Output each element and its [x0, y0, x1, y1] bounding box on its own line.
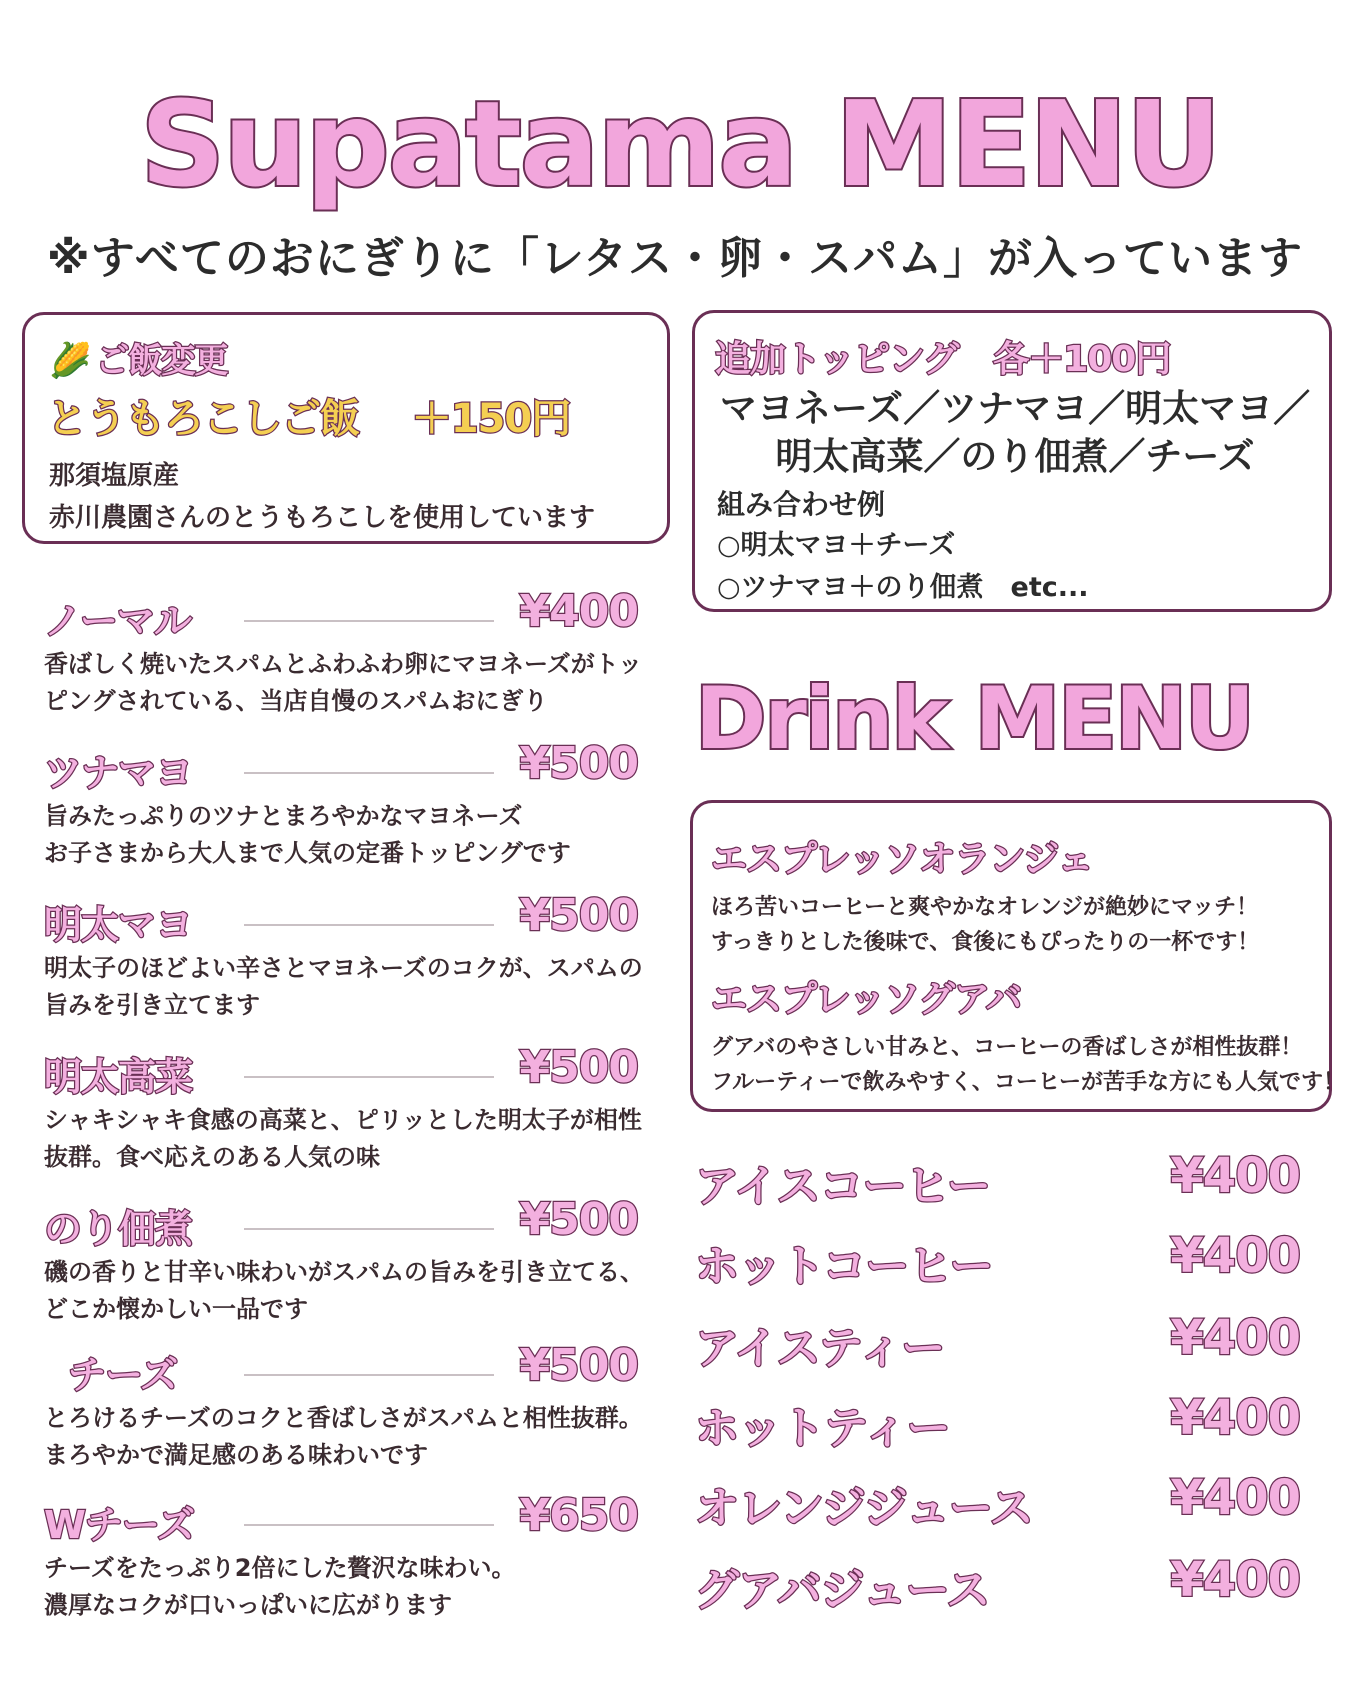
food-item-divider: [244, 1076, 494, 1078]
food-item-price: ¥500: [519, 738, 638, 789]
ingredients-note: ※すべてのおにぎりに「レタス・卵・スパム」が入っています: [46, 233, 1304, 284]
drink-special-desc-line-2: フルーティーで飲みやすく、コーヒーが苦手な方にも人気です！: [711, 1070, 1346, 1095]
food-item-price: ¥650: [519, 1490, 638, 1541]
drink-item-name: ホットティー: [695, 1403, 950, 1454]
drink-item-name: ホットコーヒー: [695, 1241, 993, 1292]
food-item-description: 磯の香りと甘辛い味わいがスパムの旨みを引き立てる、どこか懐かしい一品です: [44, 1258, 644, 1323]
toppings-list-line-1: マヨネーズ／ツナマヨ／明太マヨ／: [719, 387, 1311, 430]
drink-special-desc-line-1: グアバのやさしい甘みと、コーヒーの香ばしさが相性抜群！: [711, 1035, 1303, 1060]
drink-item-price: ¥400: [1170, 1552, 1300, 1608]
food-item-name: Wチーズ: [44, 1503, 195, 1547]
drink-specials-box: [690, 800, 1346, 1112]
food-item-divider: [244, 772, 494, 774]
food-item-name: ノーマル: [44, 599, 191, 643]
drink-item-name: オレンジジュース: [695, 1483, 1033, 1534]
drink-item: [695, 1312, 1300, 1376]
rice-option-description: [49, 455, 595, 539]
drink-item: [695, 1392, 1300, 1456]
combo-title: 組み合わせ例: [717, 488, 886, 521]
drink-item-price: ¥400: [1170, 1310, 1300, 1366]
toppings-box: [692, 310, 1332, 612]
rice-change-box: [22, 312, 670, 544]
drink-item-price: ¥400: [1170, 1390, 1300, 1446]
food-item: [42, 1340, 643, 1484]
food-item: [42, 1490, 642, 1634]
drink-menu-title: Drink MENU: [695, 669, 1253, 769]
food-item-name: 明太マヨ: [44, 903, 193, 947]
food-item-price: ¥400: [519, 586, 638, 637]
food-item-divider: [244, 620, 494, 622]
toppings-list-line-2: 明太高菜／のり佃煮／チーズ: [775, 435, 1255, 478]
food-item: [42, 738, 642, 882]
food-item-price: ¥500: [519, 890, 638, 941]
food-item-description: とろけるチーズのコクと香ばしさがスパムと相性抜群。 まろやかで満足感のある味わいです: [44, 1404, 643, 1469]
food-item-name: ツナマヨ: [44, 751, 193, 795]
food-item-name: 明太高菜: [44, 1055, 193, 1099]
drink-special: [711, 971, 1346, 1100]
rice-desc-line-2: 赤川農園さんのとうもろこしを使用しています: [49, 503, 596, 533]
rice-option-price: ＋150円: [411, 396, 571, 442]
food-item-divider: [244, 1524, 494, 1526]
drink-item-name: アイスコーヒー: [695, 1161, 990, 1212]
toppings-list: [715, 385, 1315, 481]
food-item-description: 旨みたっぷりのツナとまろやかなマヨネーズ お子さまから大人まで人気の定番トッピングです: [44, 802, 571, 867]
drink-special-name: エスプレッソオランジェ: [711, 839, 1093, 880]
food-item-name: チーズ: [68, 1353, 178, 1397]
drink-item: [695, 1554, 1300, 1618]
rice-change-heading-label: ご飯変更: [95, 341, 228, 381]
drink-special-description: [711, 1030, 1346, 1100]
drink-special-description: [711, 890, 1311, 960]
food-item-description: チーズをたっぷり2倍にした贅沢な味わい。 濃厚なコクが口いっぱいに広がります: [44, 1554, 516, 1619]
combo-example-1: ○明太マヨ＋チーズ: [717, 530, 956, 561]
food-item-price: ¥500: [519, 1340, 638, 1391]
drink-special-name: エスプレッソグアバ: [711, 979, 1021, 1020]
food-item-price: ¥500: [519, 1194, 638, 1245]
food-item-divider: [244, 924, 494, 926]
food-item-divider: [244, 1228, 494, 1230]
food-item: [42, 586, 643, 730]
rice-change-heading: [49, 333, 227, 382]
food-item-divider: [244, 1374, 494, 1376]
food-item-description: 香ばしく焼いたスパムとふわふわ卵にマヨネーズがトッピングされている、当店自慢のスパムおにぎり: [44, 650, 643, 715]
drink-special-desc-line-1: ほろ苦いコーヒーと爽やかなオレンジが絶妙にマッチ！: [711, 895, 1259, 920]
combo-example-2: ○ツナマヨ＋のり佃煮 etc...: [717, 572, 1089, 603]
food-item-price: ¥500: [519, 1042, 638, 1093]
food-item-description: 明太子のほどよい辛さとマヨネーズのコクが、スパムの旨みを引き立てます: [44, 954, 643, 1019]
toppings-heading: 追加トッピング 各＋100円: [715, 339, 1171, 380]
drink-item-price: ¥400: [1170, 1228, 1300, 1284]
food-item: [42, 890, 643, 1034]
food-item: [42, 1194, 644, 1338]
drink-item: [695, 1472, 1300, 1536]
drink-item-price: ¥400: [1170, 1148, 1300, 1204]
drink-item-name: アイスティー: [695, 1323, 945, 1374]
corn-icon: 🌽: [49, 341, 92, 381]
drink-item: [695, 1230, 1300, 1294]
drink-item-name: グアバジュース: [695, 1565, 990, 1616]
drink-item-price: ¥400: [1170, 1470, 1300, 1526]
rice-desc-line-1: 那須塩原産: [49, 461, 180, 491]
menu-title: Supatama MENU: [140, 75, 1220, 213]
drink-item: [695, 1150, 1300, 1214]
rice-option: [47, 387, 570, 444]
food-item: [42, 1042, 642, 1186]
food-item-description: シャキシャキ食感の高菜と、ピリッとした明太子が相性抜群。食べ応えのある人気の味: [44, 1106, 642, 1171]
drink-special-desc-line-2: すっきりとした後味で、食後にもぴったりの一杯です！: [711, 930, 1260, 955]
drink-special: [711, 831, 1311, 960]
rice-option-name: とうもろこしご飯: [47, 396, 359, 442]
food-item-name: のり佃煮: [44, 1207, 193, 1251]
